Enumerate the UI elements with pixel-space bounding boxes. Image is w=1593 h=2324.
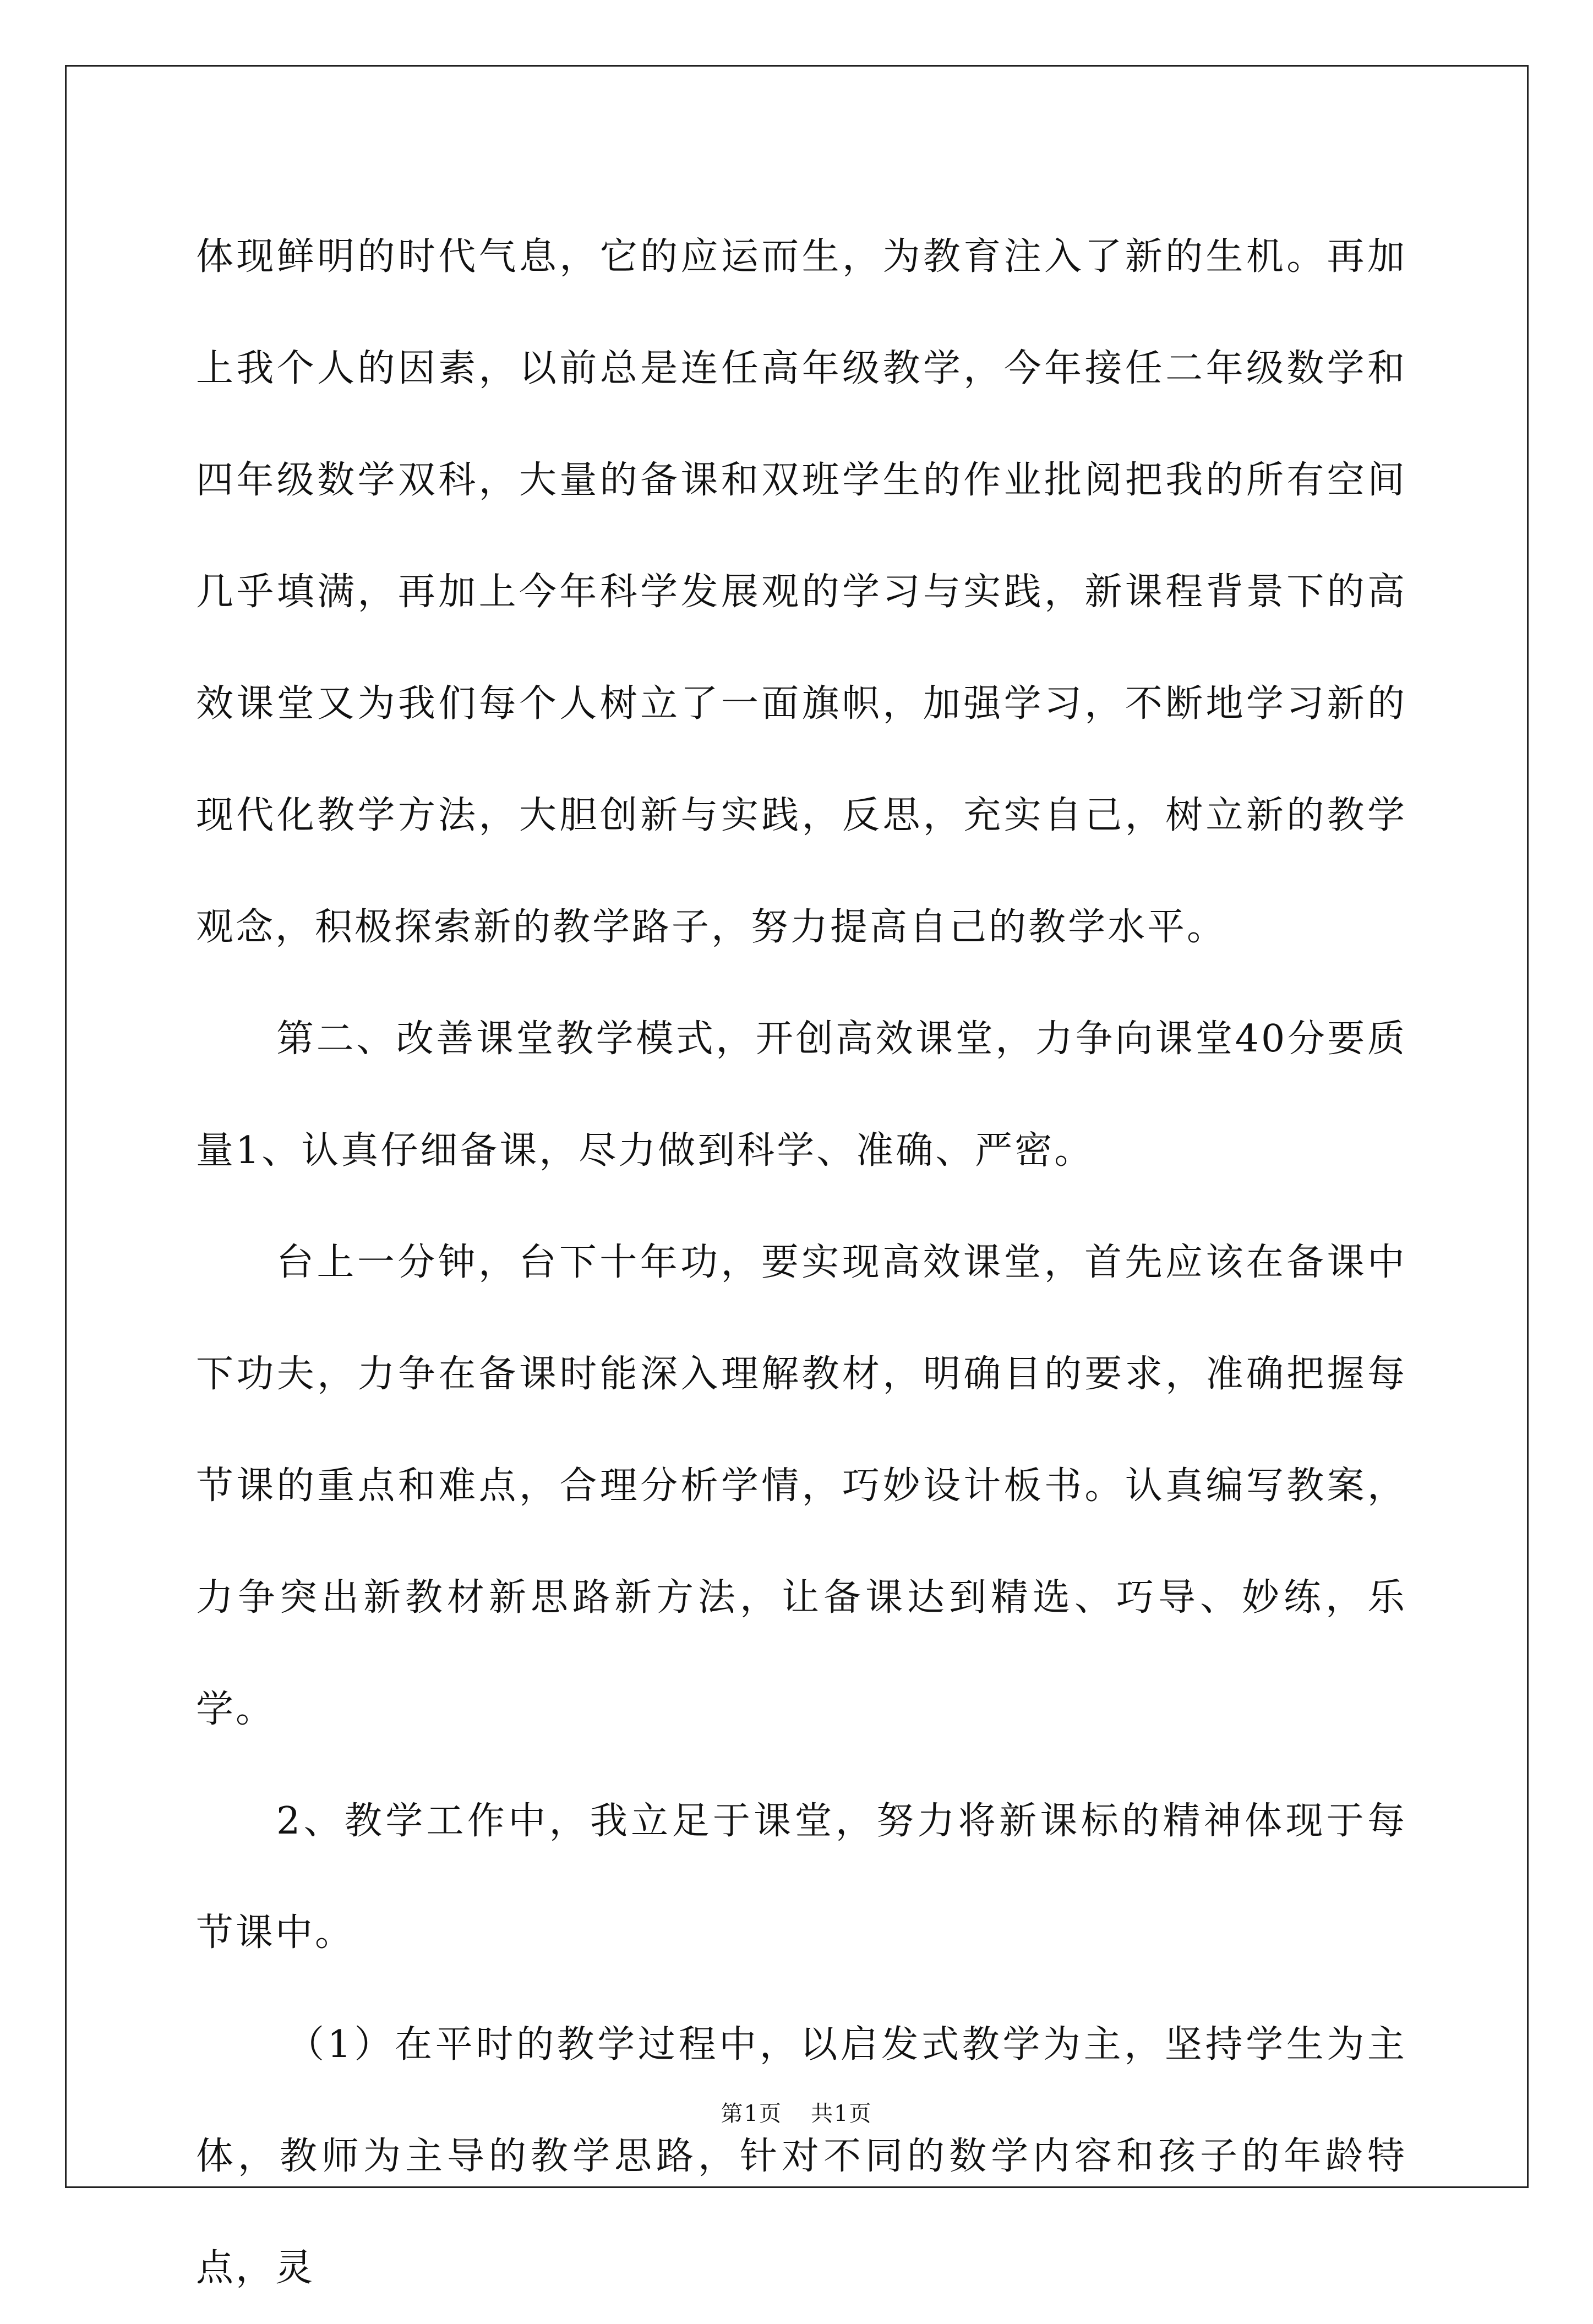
paragraph-3: 台上一分钟，台下十年功，要实现高效课堂，首先应该在备课中下功夫，力争在备课时能深入理解教材，明确目的要求，准确把握每节课的重点和难点，合理分析学情，巧妙设计板书。认真编写教案，力争突出新教材新思路新方法，让备课达到精选、巧导、妙练，乐学。: [196, 1241, 1407, 1731]
paragraph-1: 体现鲜明的时代气息，它的应运而生，为教育注入了新的生机。再加上我个人的因素，以前总是连任高年级教学，今年接任二年级数学和四年级数学双科，大量的备课和双班学生的作业批阅把我的所有空间几乎填满，再加上今年科学发展观的学习与实践，新课程背景下的高效课堂又为我们每个人树立了一面旗帜，加强学习，不断地学习新的现代化教学方法，大胆创新与实践，反思，充实自己，树立新的教学观念，积极探索新的教学路子，努力提高自己的教学水平。: [196, 235, 1407, 949]
page-number-total: 共1页: [811, 2101, 872, 2126]
page-number-current: 第1页: [721, 2101, 782, 2126]
paragraph-5: （1）在平时的教学过程中，以启发式教学为主，坚持学生为主体，教师为主导的教学思路，针对不同的数学内容和孩子的年龄特点，灵: [196, 2023, 1407, 2290]
paragraph-4: 2、教学工作中，我立足于课堂，努力将新课标的精神体现于每节课中。: [196, 1799, 1407, 1955]
paragraph-2: 第二、改善课堂教学模式，开创高效课堂，力争向课堂40分要质量1、认真仔细备课，尽力做到科学、准确、严密。: [196, 1017, 1407, 1172]
document-body: [196, 201, 1407, 2324]
page-footer: [0, 2097, 1593, 2130]
